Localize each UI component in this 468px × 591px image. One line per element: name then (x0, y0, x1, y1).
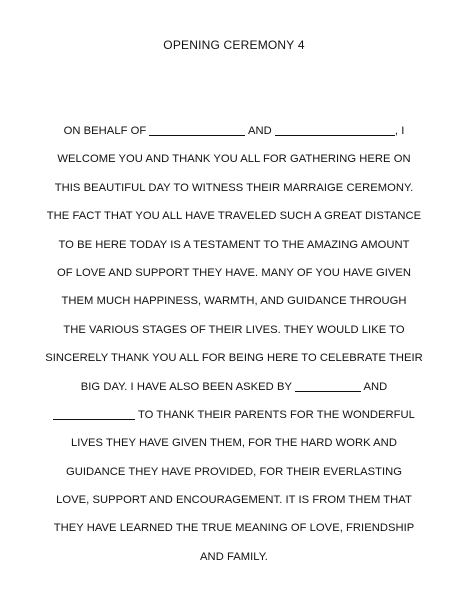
text-line-7: THEM MUCH HAPPINESS, WARMTH, AND GUIDANCE THROUGH (61, 295, 407, 308)
text-segment: TO THANK THEIR PARENTS FOR THE WONDERFUL (135, 408, 415, 421)
name-blank-4 (53, 407, 135, 420)
text-line-12: LIVES THEY HAVE GIVEN THEM, FOR THE HARD WORK AND (71, 437, 397, 450)
ceremony-text (0, 121, 468, 575)
text-segment: AND (360, 380, 388, 393)
name-blank-3 (295, 379, 361, 392)
text-line-1 (0, 121, 468, 149)
text-line-8: THE VARIOUS STAGES OF THEIR LIVES. THEY WOULD LIKE TO (63, 323, 405, 336)
text-line-11 (0, 405, 468, 433)
name-blank-1 (149, 123, 245, 136)
text-line-14: LOVE, SUPPORT AND ENCOURAGEMENT. IT IS FROM THEM THAT (56, 494, 412, 507)
text-line-9: SINCERELY THANK YOU ALL FOR BEING HERE TO CELEBRATE THEIR (45, 352, 423, 365)
text-line-16: AND FAMILY. (200, 550, 268, 563)
text-segment: , I (394, 125, 405, 137)
text-line-6: OF LOVE AND SUPPORT THEY HAVE. MANY OF YOU HAVE GIVEN (56, 266, 412, 279)
document-title: OPENING CEREMONY 4 (163, 38, 305, 52)
text-segment: AND (245, 125, 275, 137)
text-line-15: THEY HAVE LEARNED THE TRUE MEANING OF LOVE, FRIENDSHIP (53, 522, 415, 535)
text-line-5: TO BE HERE TODAY IS A TESTAMENT TO THE AMAZING AMOUNT (58, 238, 410, 251)
name-blank-2 (275, 123, 395, 136)
text-line-10 (0, 377, 468, 405)
text-line-4: THE FACT THAT YOU ALL HAVE TRAVELED SUCH A GREAT DISTANCE (46, 210, 422, 223)
text-line-13: GUIDANCE THEY HAVE PROVIDED, FOR THEIR EVERLASTING (65, 465, 403, 478)
text-segment: ON BEHALF OF (63, 125, 150, 137)
text-line-2: WELCOME YOU AND THANK YOU ALL FOR GATHERING HERE ON (57, 153, 411, 166)
text-segment: BIG DAY. I HAVE ALSO BEEN ASKED BY (80, 380, 295, 393)
text-line-3: THIS BEAUTIFUL DAY TO WITNESS THEIR MARRAIGE CEREMONY. (54, 181, 414, 194)
